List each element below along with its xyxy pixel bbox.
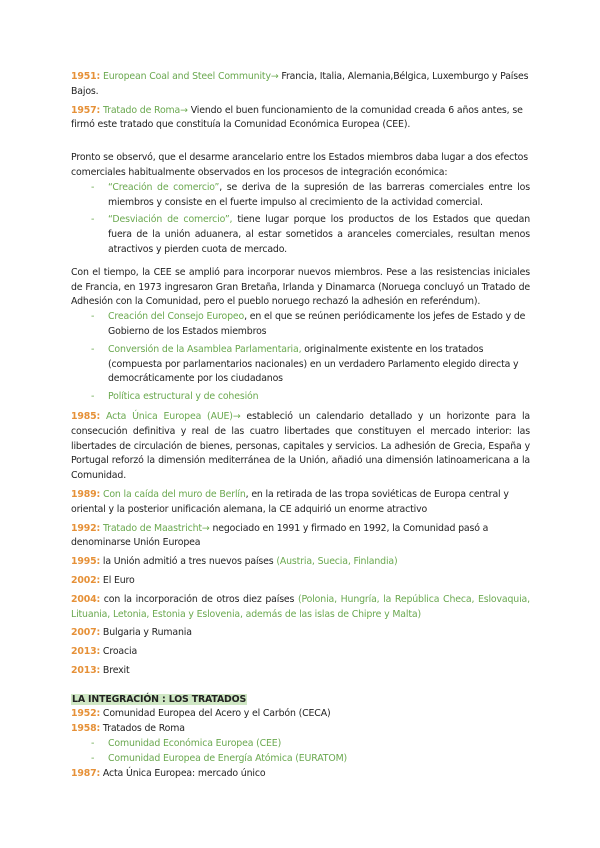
year-label: 2004: (71, 593, 101, 605)
reforms-list (71, 310, 530, 405)
treaty-1958 (71, 722, 530, 737)
entry-text: El Euro (100, 574, 135, 586)
year-label: 1987: (71, 767, 101, 779)
entry-text: la Unión admitió a tres nuevos países (100, 556, 277, 568)
list-item (71, 213, 530, 257)
entry-text: negociado en 1991 y firmado en 1992, la Comunidad pasó a denominarse Unión Europea (71, 522, 489, 549)
trade-effects-list (71, 181, 530, 258)
treaty-1952 (71, 707, 530, 722)
entry-text: Comunidad Europea del Acero y el Carbón (CECA) (100, 708, 331, 720)
treaty-name: Comunidad Europea de Energía Atómica (EURATOM) (108, 752, 348, 764)
timeline-2002 (71, 574, 530, 589)
treaty-1987 (71, 767, 530, 782)
year-label: 1992: (71, 522, 101, 534)
term: Política estructural y de cohesión (108, 391, 259, 403)
countries-list: (Austria, Suecia, Finlandia) (276, 556, 398, 568)
item-text: , en el que se reúnen periódicamente los jefes de Estado y de Gobierno de los Estados miembros (108, 311, 526, 337)
term: Creación del Consejo Europeo (108, 311, 245, 323)
item-text: , se deriva de la supresión de las barreras comerciales entre los miembros y consiste en el fuerte impulso al crecimiento de la actividad comercial. (108, 181, 530, 208)
term: “Creación de comercio” (108, 181, 220, 193)
timeline-1995 (71, 555, 530, 570)
entry-text: con la incorporación de otros diez países (100, 593, 298, 605)
entry-text: Croacia (100, 646, 138, 658)
year-label: 1958: (71, 723, 101, 735)
arrow-icon: → (180, 104, 188, 116)
item-text: originalmente existente en los tratados (compuesta por parlamentarios nacionales) en un verdadero Parlamento elegido directa y democráticamente por los ciudadanos (108, 343, 519, 385)
timeline-2007 (71, 626, 530, 641)
timeline-1992 (71, 522, 530, 552)
list-item (71, 390, 530, 405)
list-item (71, 752, 530, 767)
treaty-title: Acta Única Europea (AUE) (105, 410, 233, 422)
paragraph-enlargement: Con el tiempo, la CEE se amplió para incorporar nuevos miembros. Pese a las resistencias iniciales de Francia, en 1973 ingresaron Gran Bretaña, Irlanda y Dinamarca (Noruega concluyó un Tratado de Adhesión con la Comunidad, pero el pueblo noruego rechazó la adhesión en referéndum). (71, 266, 530, 308)
year-label: 2002: (71, 574, 101, 586)
section-heading: LA INTEGRACIÓN : LOS TRATADOS (72, 693, 247, 705)
entry-text: , en la retirada de las tropa soviéticas de Europa central y oriental y la posterior unificación alemana, la CE adquirió un enorme atractivo (71, 488, 509, 515)
timeline-2013-croatia (71, 645, 530, 660)
treaty-title: Tratado de Maastricht (102, 522, 202, 534)
year-label: 1989: (71, 488, 101, 500)
year-label: 2013: (71, 664, 101, 676)
year-label: 1985: (71, 410, 101, 422)
entry-text: Tratados de Roma (100, 723, 185, 735)
event-title: Con la caída del muro de Berlín (102, 488, 246, 500)
year-label: 1995: (71, 556, 101, 568)
countries-list: (Polonia, Hungría, la República Checa, Eslovaquia, Lituania, Letonia, Estonia y Eslovenia, además de las islas de Chipre y Malta) (71, 593, 530, 620)
year-label: 1957: (71, 104, 101, 116)
timeline-1989 (71, 488, 530, 518)
arrow-icon: → (270, 71, 279, 82)
term: “Desviación de comercio”, (108, 214, 233, 226)
treaty-title: Tratado de Roma (102, 104, 181, 116)
timeline-1951 (71, 70, 530, 100)
timeline-2013-brexit (71, 664, 530, 679)
treaty-title: European Coal and Steel Community (102, 71, 271, 82)
item-text: tiene lugar porque los productos de los Estados que quedan fuera de la unión aduanera, al estar sometidos a aranceles comerciales, resultan menos atractivos y pierden cuota de mercado. (108, 214, 530, 255)
entry-text: Brexit (100, 664, 130, 676)
entry-text: estableció un calendario detallado y un horizonte para la consecución definitiva y real de las cuatro libertades que constituyen el mercado interior: las libertades de circulación de bienes, personas, capitales y servicios. La adhesión de Grecia, España y Portugal reforzó la dimensión mediterránea de la Unión, añadió una dimensión latinoamericana a la Comunidad. (71, 410, 530, 482)
term: Conversión de la Asamblea Parlamentaria, (108, 343, 302, 355)
entry-text: Viendo el buen funcionamiento de la comunidad creada 6 años antes, se firmó este tratado que constituía la Comunidad Económica Europea (CEE). (71, 104, 523, 131)
year-label: 1951: (71, 71, 101, 82)
list-item (71, 737, 530, 752)
arrow-icon: → (232, 410, 241, 422)
treaties-list (71, 737, 530, 767)
timeline-1957 (71, 104, 530, 134)
year-label: 2013: (71, 646, 101, 658)
entry-text: Acta Única Europea: mercado único (100, 767, 266, 779)
timeline-2004 (71, 593, 530, 623)
list-item (71, 310, 530, 340)
year-label: 1952: (71, 708, 101, 720)
arrow-icon: → (201, 522, 210, 534)
treaty-name: Comunidad Económica Europea (CEE) (108, 738, 282, 750)
entry-text: Francia, Italia, Alemania,Bélgica, Luxemburgo y Países Bajos. (71, 71, 529, 97)
list-item (71, 343, 530, 387)
entry-text: Bulgaria y Rumania (100, 627, 192, 639)
list-item (71, 181, 530, 211)
paragraph-trade-effects: Pronto se observó, que el desarme arancelario entre los Estados miembros daba lugar a dos efectos comerciales habitualmente observados en los procesos de integración económica: (71, 152, 528, 178)
section-heading-wrap (71, 693, 530, 708)
year-label: 2007: (71, 627, 101, 639)
timeline-1985 (71, 410, 530, 484)
